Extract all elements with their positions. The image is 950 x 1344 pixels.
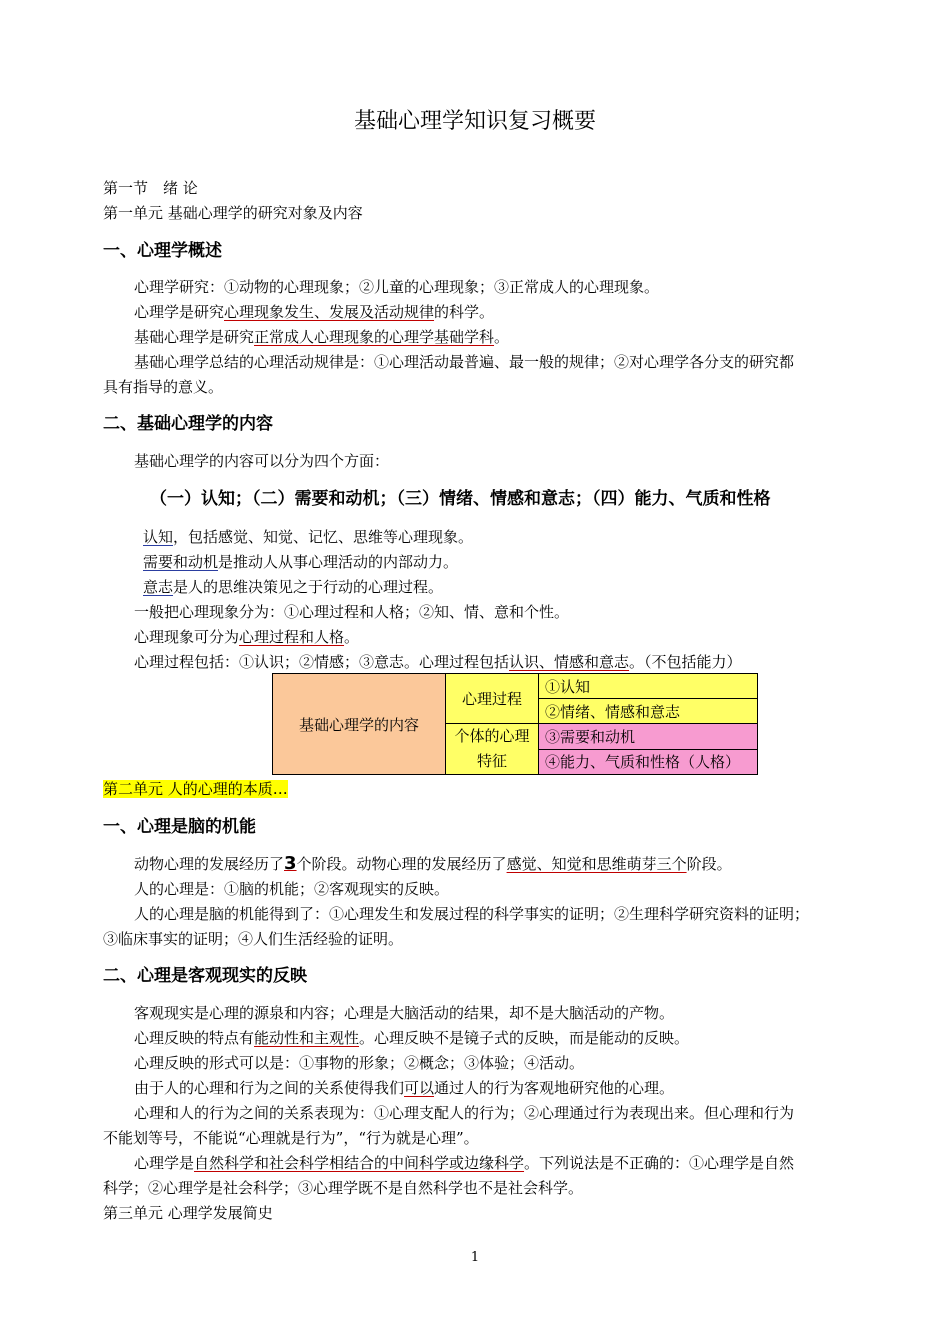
table-cell: ①认知	[539, 674, 758, 699]
unit-heading: 第三单元 心理学发展简史	[103, 1204, 273, 1222]
paragraph: 一般把心理现象分为：①心理过程和人格；②知、情、意和个性。	[134, 603, 570, 621]
table-process-cell: 心理过程	[446, 674, 539, 724]
paragraph-continued: 科学；②心理学是社会科学；③心理学既不是自然科学也不是社会科学。	[103, 1179, 584, 1197]
paragraph: 客观现实是心理的源泉和内容；心理是大脑活动的结果，却不是大脑活动的产物。	[134, 1004, 675, 1022]
paragraph: 动物心理的发展经历了3个阶段。动物心理的发展经历了感觉、知觉和思维萌芽三个阶段。	[134, 853, 732, 874]
table-cell: ③需要和动机	[539, 724, 758, 750]
paragraph: 人的心理是：①脑的机能；②客观现实的反映。	[134, 880, 450, 898]
paragraph: 心理过程包括：①认识；②情感；③意志。心理过程包括认识、情感和意志。（不包括能力）	[134, 653, 742, 671]
paragraph: 基础心理学总结的心理活动规律是：①心理活动最普遍、最一般的规律；②对心理学各分支的研究都	[134, 353, 795, 371]
unit-heading: 第二单元 人的心理的本质…	[103, 780, 288, 798]
heading-content: 二、基础心理学的内容	[103, 414, 273, 434]
page-number: 1	[470, 1250, 480, 1265]
document-title: 基础心理学知识复习概要	[353, 109, 596, 134]
paragraph: 心理和人的行为之间的关系表现为：①心理支配人的行为；②心理通过行为表现出来。但心理和行为	[134, 1104, 795, 1122]
table-cell: ④能力、气质和性格（人格）	[539, 749, 758, 775]
paragraph-continued: 具有指导的意义。	[103, 378, 224, 396]
paragraph: 基础心理学的内容可以分为四个方面：	[134, 452, 390, 470]
paragraph-continued: 不能划等号，不能说“心理就是行为”，“行为就是心理”。	[103, 1129, 479, 1147]
paragraph: 心理学是研究心理现象发生、发展及活动规律的科学。	[134, 303, 495, 321]
table-individual-cell: 个体的心理特征	[446, 724, 539, 775]
paragraph: 基础心理学是研究正常成人心理现象的心理学基础学科。	[134, 328, 510, 346]
heading-overview: 一、心理学概述	[103, 241, 222, 261]
paragraph: 心理现象可分为心理过程和人格。	[134, 628, 360, 646]
four-aspects: （一）认知；（二）需要和动机；（三）情绪、情感和意志；（四）能力、气质和性格	[150, 489, 771, 509]
paragraph-continued: ③临床事实的证明；④人们生活经验的证明。	[103, 930, 404, 948]
table-cell: ②情绪、情感和意志	[539, 699, 758, 724]
section-heading: 第一节 绪 论	[103, 179, 198, 197]
paragraph: 由于人的心理和行为之间的关系使得我们可以通过人的行为客观地研究他的心理。	[134, 1079, 675, 1097]
content-table	[272, 673, 758, 775]
paragraph: 心理反映的特点有能动性和主观性。心理反映不是镜子式的反映，而是能动的反映。	[134, 1029, 690, 1047]
table-root-cell: 基础心理学的内容	[273, 674, 446, 775]
heading-reflection: 二、心理是客观现实的反映	[103, 966, 307, 986]
paragraph: 心理学是自然科学和社会科学相结合的中间科学或边缘科学。下列说法是不正确的：①心理学是自然	[134, 1154, 795, 1172]
heading-brain-function: 一、心理是脑的机能	[103, 817, 256, 837]
paragraph: 意志是人的思维决策见之于行动的心理过程。	[143, 578, 444, 596]
paragraph: 认知，包括感觉、知觉、记忆、思维等心理现象。	[143, 528, 474, 546]
paragraph: 人的心理是脑的机能得到了：①心理发生和发展过程的科学事实的证明；②生理科学研究资料的证明；	[134, 905, 810, 923]
paragraph: 心理学研究：①动物的心理现象；②儿童的心理现象；③正常成人的心理现象。	[134, 278, 660, 296]
unit-heading: 第一单元 基础心理学的研究对象及内容	[103, 204, 363, 222]
paragraph: 需要和动机是推动人从事心理活动的内部动力。	[143, 553, 459, 571]
paragraph: 心理反映的形式可以是：①事物的形象；②概念；③体验；④活动。	[134, 1054, 585, 1072]
